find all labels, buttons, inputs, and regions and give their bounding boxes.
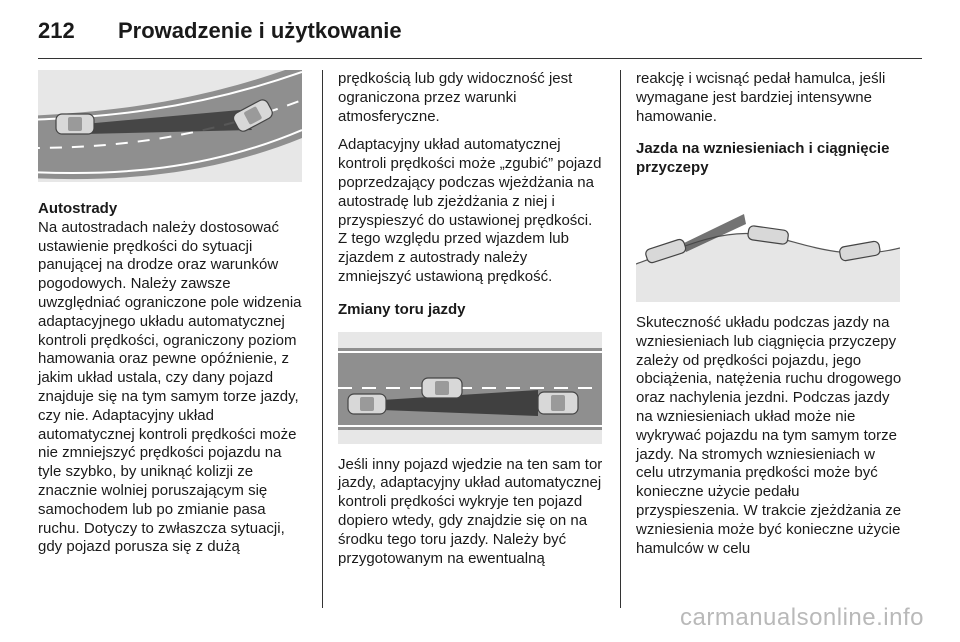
column-divider-2 — [620, 70, 621, 608]
hill-driving-illustration — [636, 190, 900, 302]
column-divider-1 — [322, 70, 323, 608]
section-heading-highways: Autostrady — [38, 200, 118, 217]
ego-car-icon — [348, 394, 386, 414]
section-heading-hills-trailer: Jazda na wzniesieniach i ciągnięcie przyczepy — [636, 140, 890, 177]
lead-car-icon — [538, 392, 578, 414]
section-heading-lane-changes: Zmiany toru jazdy — [338, 300, 466, 318]
ego-car-icon — [56, 114, 94, 134]
page-number: 212 — [38, 18, 75, 43]
column-1 — [38, 70, 304, 567]
lane-change-illustration — [338, 332, 602, 444]
column2-paragraph-2: Adaptacyjny układ automatycznej kontroli prędkości może „zgubić” pojazd poprzedzający podczas wjeżdżania na autostradę lub zjeżdżania z niej i przyspieszyć do ustawionej prędkości. Z tego względu przed wjazdem lub zjazdem z autostrady należy zmniejszyć ustawioną prędkość. — [338, 136, 602, 285]
column2-paragraph-1: prędkością lub gdy widoczność jest ograniczona przez warunki atmosferyczne. — [338, 70, 573, 125]
highways-text: Na autostradach należy dostosować ustawienie prędkości do sytuacji panującej na drodze oraz warunków pogodowych. Należy zawsze uwzględniać ograniczone pole widzenia adaptacyjnego układu automatycznej kontroli prędkości, ograniczony poziom hamowania oraz pewne opóźnienie, z jakim układ ustala, czy dany pojazd znajduje się na tym samym torze jazdy, czy nie. Adaptacyjny układ automatycznej kontroli prędkości może nie zmniejszyć prędkości pojazdu na tyle szybko, by uniknąć kolizji ze znacznie wolniej poruszającym się samochodem lub po zmianie pasa ruchu. Dotyczy to zwłaszcza sytuacji, gdy pojazd porusza się z dużą — [38, 218, 302, 556]
header-rule — [38, 58, 922, 59]
column-2 — [338, 70, 604, 578]
page-header — [38, 18, 922, 52]
page-title: Prowadzenie i użytkowanie — [118, 18, 402, 43]
watermark: carmanualsonline.info — [680, 604, 924, 631]
column3-paragraph-2: Skuteczność układu podczas jazdy na wzniesieniach lub ciągnięcia przyczepy zależy od prędkości pojazdu, jego obciążenia, natężenia ruchu drogowego oraz nachylenia jezdni. Podczas jazdy na wzniesieniach układ może nie wykrywać pojazdu na tym samym torze jazdy. Na stromych wzniesieniach w celu utrzymania prędkości może być konieczne użycie pedału przyspieszenia. W trakcie zjeżdżania ze wzniesienia może być konieczne użycie hamulców w celu — [636, 313, 902, 557]
column2-paragraph-3: Jeśli inny pojazd wjedzie na ten sam tor jazdy, adaptacyjny układ automatycznej kontroli prędkości wykryje ten pojazd dopiero wtedy, gdy znajdzie się on na środku tego toru jazdy. Należy być przygotowanym na ewentualną — [338, 455, 603, 567]
column3-paragraph-1: reakcję i wcisnąć pedał hamulca, jeśli wymagane jest bardziej intensywne hamowanie. — [636, 70, 886, 125]
highway-curve-illustration — [38, 70, 302, 182]
column-3 — [636, 70, 902, 568]
merging-car-icon — [422, 378, 462, 398]
